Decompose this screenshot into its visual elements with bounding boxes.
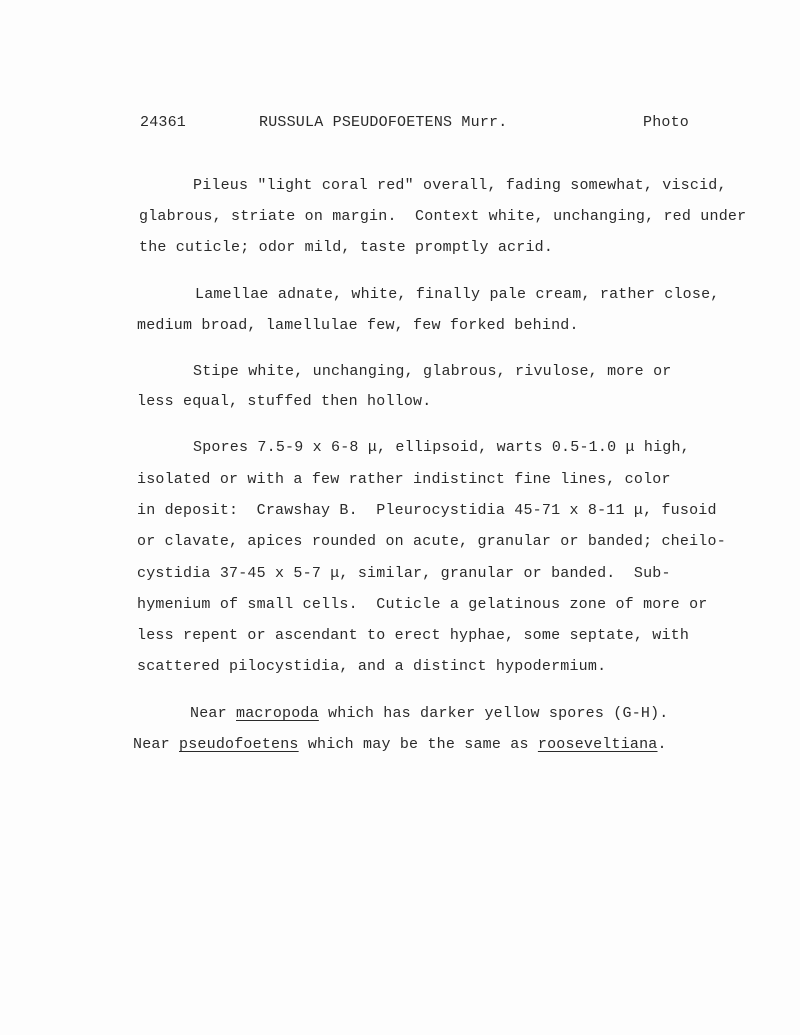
pileus-line: the cuticle; odor mild, taste promptly acrid. — [139, 239, 554, 256]
near-line-2 — [133, 735, 667, 755]
lamellae-line: medium broad, lamellulae few, few forked behind. — [137, 317, 579, 334]
near-prefix: Near — [190, 705, 237, 722]
spores-line: cystidia 37-45 x 5-7 μ, similar, granular or banded. Sub- — [137, 565, 671, 582]
spores-line: isolated or with a few rather indistinct fine lines, color — [137, 471, 671, 488]
photo-label: Photo — [643, 114, 690, 131]
spores-line: Spores 7.5-9 x 6-8 μ, ellipsoid, warts 0.5-1.0 μ high, — [193, 439, 690, 456]
species-link-pseudofoetens: pseudofoetens — [179, 736, 299, 753]
stipe-line: less equal, stuffed then hollow. — [137, 393, 432, 410]
spores-line: scattered pilocystidia, and a distinct hypodermium. — [137, 658, 607, 675]
pileus-line: Pileus "light coral red" overall, fading somewhat, viscid, — [193, 177, 727, 194]
near-period: . — [657, 736, 667, 753]
collection-number: 24361 — [140, 114, 187, 131]
species-link-macropoda: macropoda — [236, 705, 319, 722]
pileus-line: glabrous, striate on margin. Context white, unchanging, red under — [139, 208, 747, 225]
stipe-line: Stipe white, unchanging, glabrous, rivulose, more or — [193, 363, 672, 380]
near-text: which may be the same as — [298, 736, 538, 753]
spores-line: in deposit: Crawshay B. Pleurocystidia 45-71 x 8-11 μ, fusoid — [137, 502, 717, 519]
spores-line: less repent or ascendant to erect hyphae, some septate, with — [137, 627, 690, 644]
near-text: which has darker yellow spores (G-H). — [318, 705, 669, 722]
near-line-1 — [190, 704, 669, 724]
species-link-rooseveltiana: rooseveltiana — [537, 736, 658, 753]
near-prefix: Near — [133, 736, 180, 753]
spores-line: hymenium of small cells. Cuticle a gelatinous zone of more or — [137, 596, 708, 613]
lamellae-line: Lamellae adnate, white, finally pale cream, rather close, — [195, 286, 720, 303]
species-title: RUSSULA PSEUDOFOETENS Murr. — [259, 114, 508, 131]
spores-line: or clavate, apices rounded on acute, granular or banded; cheilo- — [137, 533, 726, 550]
